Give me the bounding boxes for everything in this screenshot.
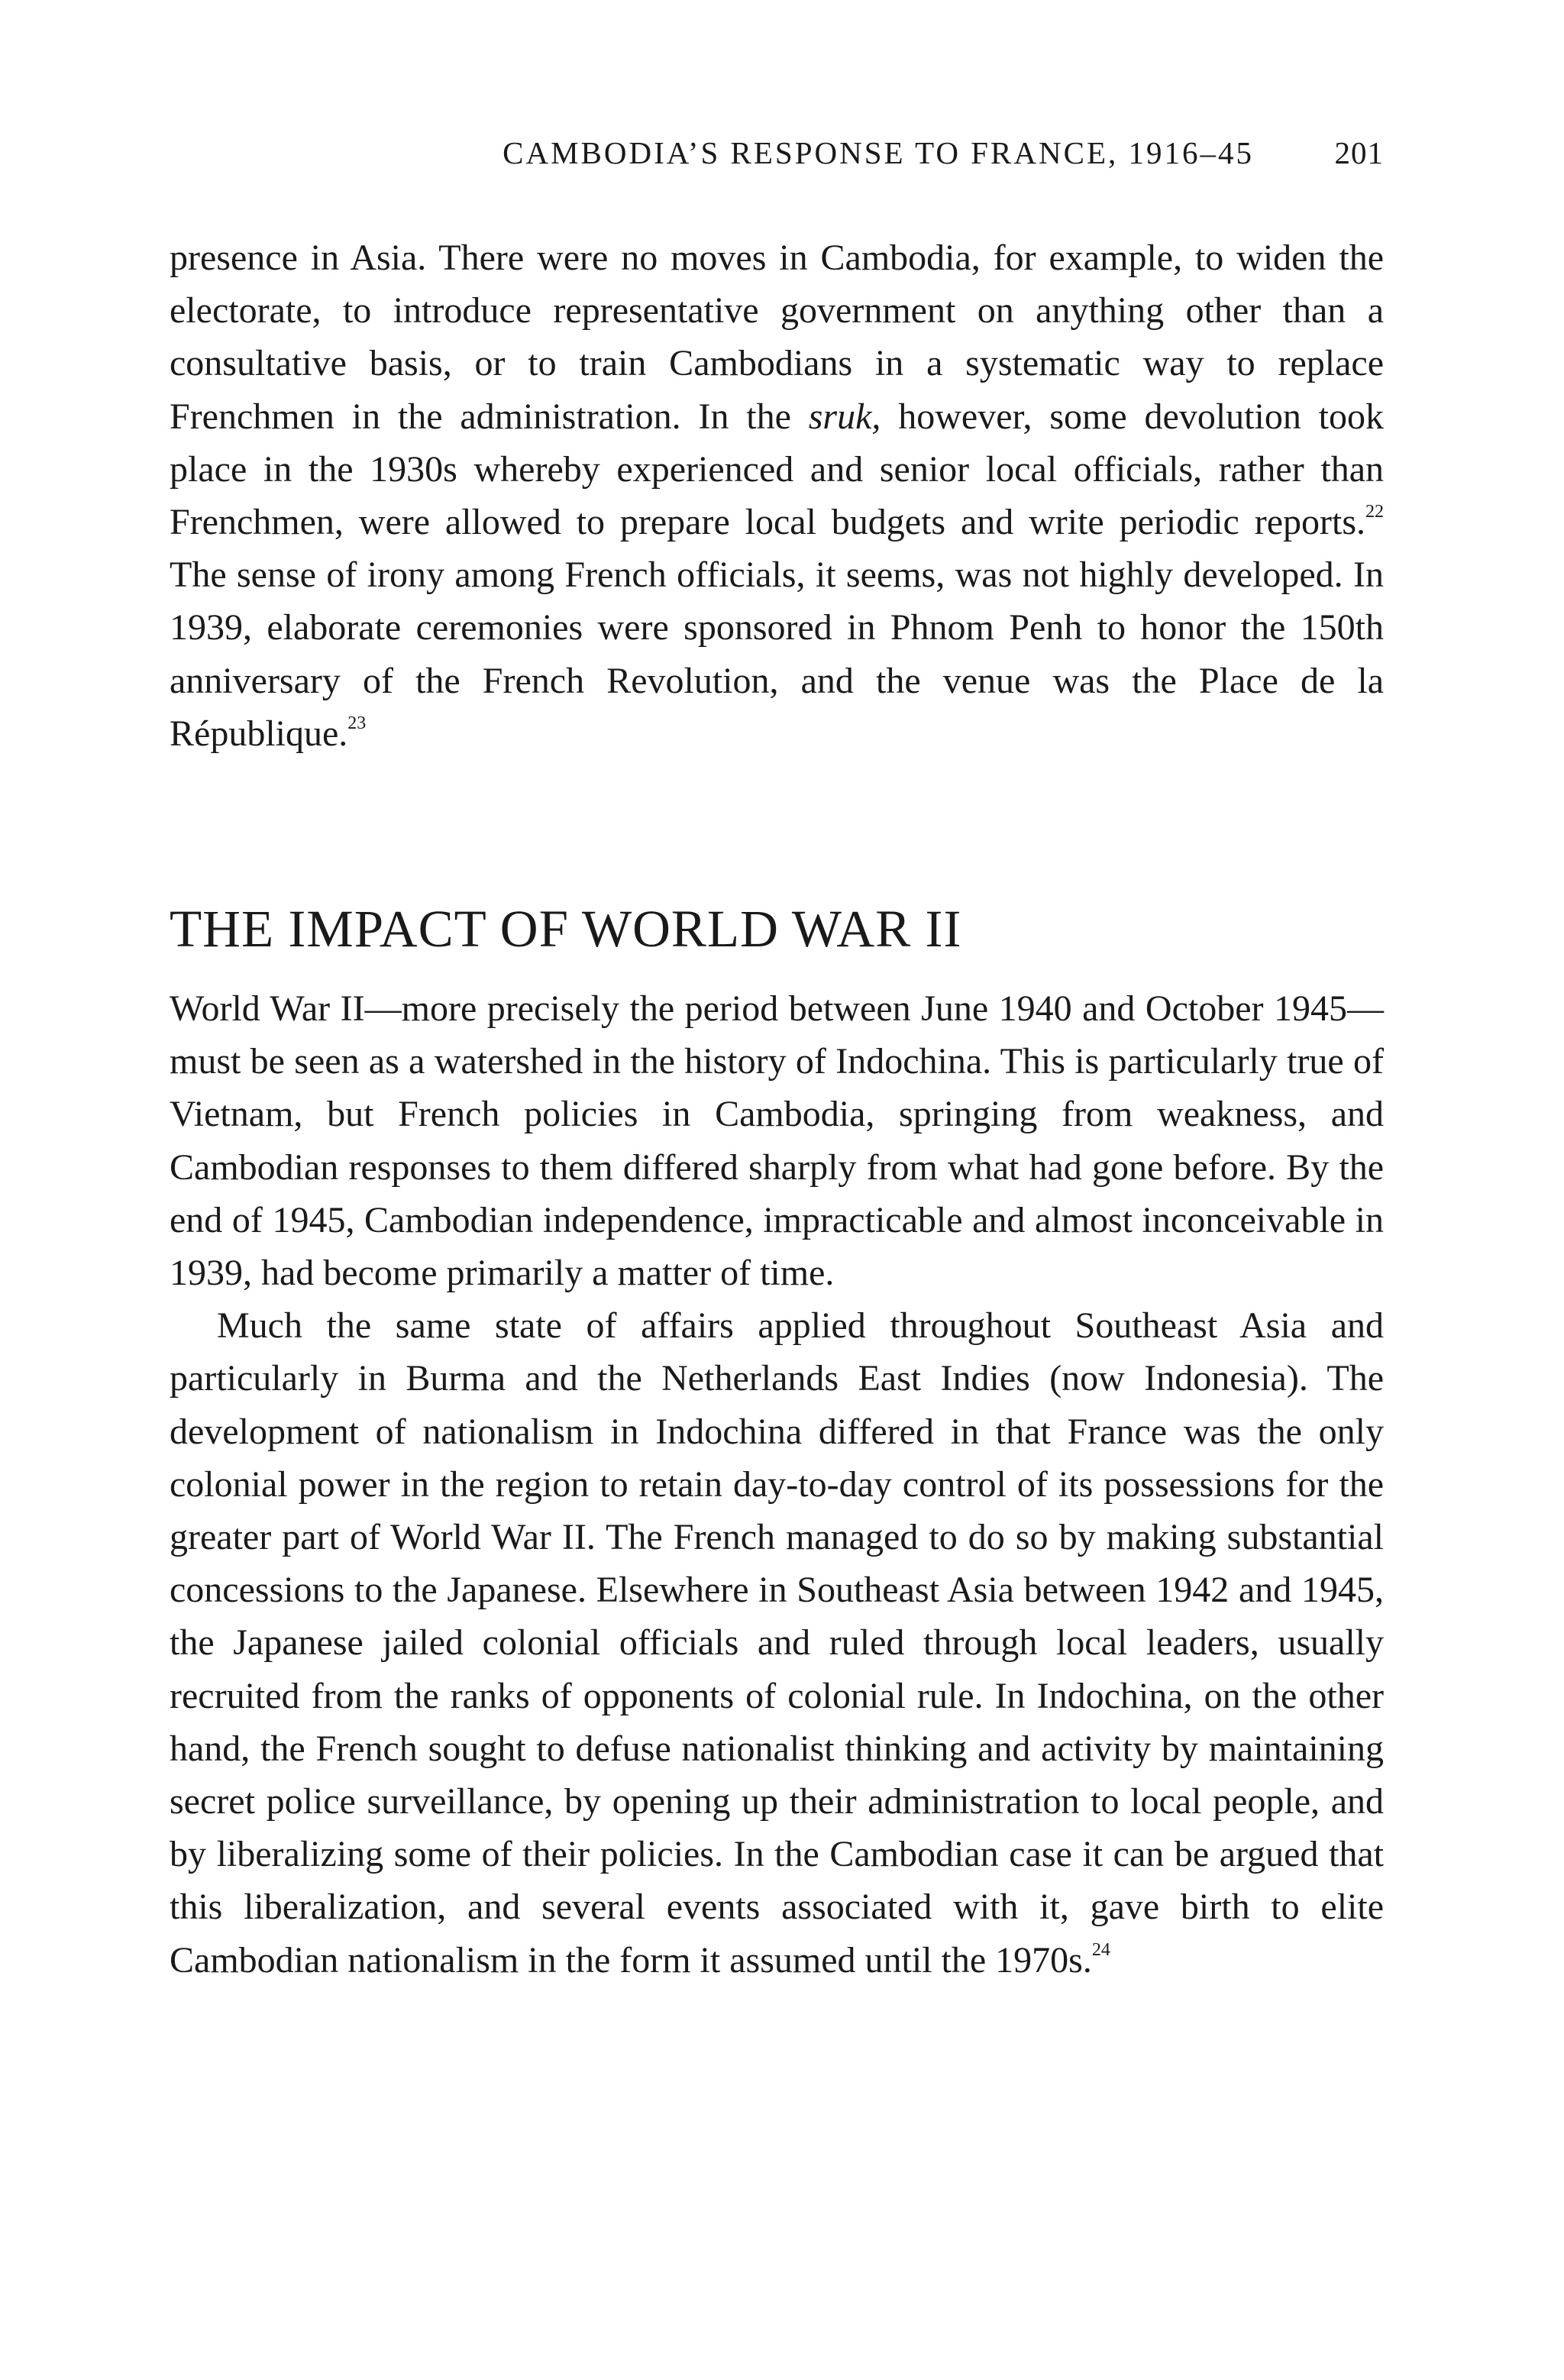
paragraph-continued (170, 231, 1384, 760)
paragraph-text: The sense of irony among French officials, it seems, was not highly developed. In 1939, elaborate ceremonies were sponsored in Phnom Penh to honor the 150th anniversary of the French Revolution, and the venue was the Place de la République. (170, 555, 1384, 754)
section-heading: THE IMPACT OF WORLD WAR II (170, 900, 962, 958)
running-head (170, 130, 1384, 176)
italic-term: sruk, (808, 396, 881, 437)
running-head-title: CAMBODIA’S RESPONSE TO FRANCE, 1916–45 (502, 135, 1254, 170)
footnote-marker-23: 23 (347, 713, 367, 733)
footnote-marker-22: 22 (1365, 502, 1384, 522)
text-block-section (170, 982, 1384, 1987)
paragraph-opening: World War II—more precisely the period between June 1940 and October 1945—must be seen as a watershed in the history of Indochina. This is particularly true of Vietnam, but French policies in Cambodia, springing from weakness, and Cambodian responses to them differed sharply from what had gone before. By the end of 1945, Cambodian independence, impracticable and almost inconceivable in 1939, had become primarily a matter of time. (170, 988, 1384, 1294)
page-number: 201 (1334, 135, 1384, 170)
paragraph-text: presence in Asia. There were no moves in Cambodia, for example, to widen the electorate, to introduce representative government on anything other than a consultative basis, or to train Cambodians in a systematic way to replace Frenchmen in the administration. In the (170, 238, 1384, 437)
footnote-marker-24: 24 (1091, 1939, 1110, 1960)
paragraph-text: however, some devolution took place in the 1930s whereby experienced and senior local officials, rather than Frenchmen, were allowed to prepare local budgets and write periodic reports. (170, 396, 1384, 543)
paragraph-indented (170, 1299, 1384, 1987)
paragraph-text: Much the same state of affairs applied throughout Southeast Asia and particularly in Burma and the Netherlands East Indies (now Indonesia). The development of nationalism in Indochina differed in that France was the only colonial power in the region to retain day-to-day control of its possessions for the greater part of World War II. The French managed to do so by making substantial concessions to the Japanese. Elsewhere in Southeast Asia between 1942 and 1945, the Japanese jailed colonial officials and ruled through local leaders, usually recruited from the ranks of opponents of colonial rule. In Indochina, on the other hand, the French sought to defuse nationalist thinking and activity by maintaining secret police surveillance, by opening up their administration to local people, and by liberalizing some of their policies. In the Cambodian case it can be argued that this liberalization, and several events associated with it, gave birth to elite Cambodian nationalism in the form it assumed until the 1970s. (170, 1305, 1384, 1981)
text-block-top (170, 231, 1384, 760)
